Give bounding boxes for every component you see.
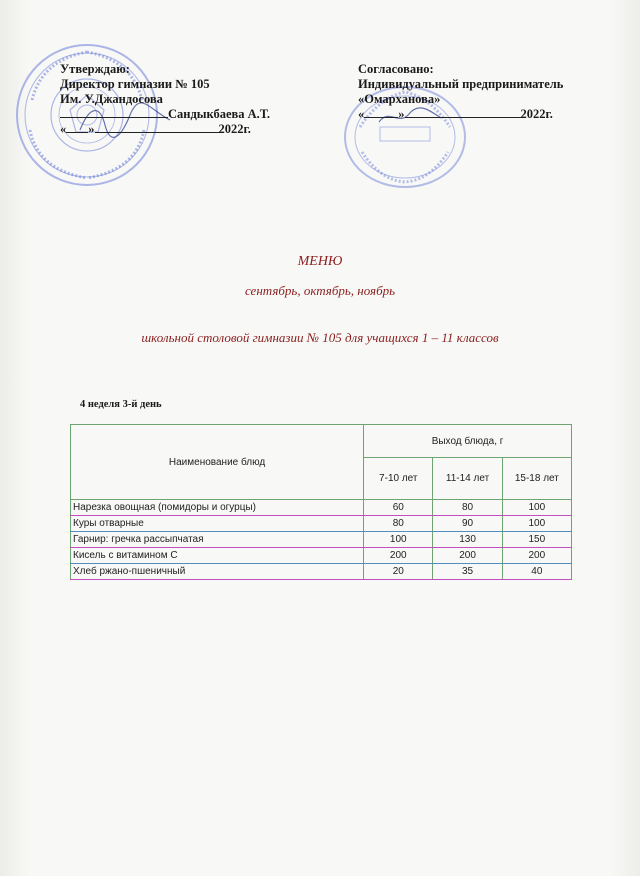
date-day-underline (364, 117, 398, 118)
table-row (71, 516, 572, 532)
portion-7-10: 80 (364, 516, 433, 532)
column-header-age-11-14: 11-14 лет (433, 458, 502, 500)
approval-date-open-quote: « (60, 122, 67, 136)
portion-15-18: 150 (502, 532, 571, 548)
agreement-date-open-quote: « (358, 107, 365, 121)
portion-11-14: 35 (433, 564, 502, 580)
date-month-underline (405, 117, 521, 118)
approval-position: Директор гимназии № 105 (60, 77, 210, 91)
portion-7-10: 100 (364, 532, 433, 548)
portion-11-14: 130 (433, 532, 502, 548)
portion-11-14: 200 (433, 548, 502, 564)
dish-name: Кисель с витамином С (71, 548, 364, 564)
dish-name: Куры отварные (71, 516, 364, 532)
portion-15-18: 40 (502, 564, 571, 580)
approval-gymnasium-name: Им. У.Джандосова (60, 92, 163, 106)
portion-11-14: 90 (433, 516, 502, 532)
approval-year: 2022г. (218, 122, 251, 136)
table-row (71, 532, 572, 548)
agreement-heading: Согласовано: (358, 62, 434, 76)
approval-heading: Утверждаю: (60, 62, 130, 76)
dish-name: Гарнир: гречка рассыпчатая (71, 532, 364, 548)
portion-15-18: 200 (502, 548, 571, 564)
agreement-position: Индивидуальный предприниматель (358, 77, 564, 91)
portion-7-10: 20 (364, 564, 433, 580)
approval-date-line (60, 122, 310, 137)
menu-months: сентябрь, октябрь, ноябрь (244, 283, 396, 298)
agreement-block (358, 62, 628, 122)
portion-7-10: 60 (364, 500, 433, 516)
table-row (71, 548, 572, 564)
table-row (71, 500, 572, 516)
menu-subtitle: школьной столовой гимназии № 105 для учащихся 1 – 11 классов (141, 330, 499, 345)
approval-date-close-quote: » (88, 122, 95, 136)
column-header-dish-name: Наименование блюд (71, 425, 364, 500)
agreement-date-close-quote: » (398, 107, 405, 121)
column-header-portion: Выход блюда, г (364, 425, 572, 458)
week-day-label: 4 неделя 3-й день (80, 399, 162, 410)
portion-7-10: 200 (364, 548, 433, 564)
column-header-age-15-18: 15-18 лет (502, 458, 571, 500)
agreement-org: «Омарханова» (358, 92, 441, 106)
approval-signer: Сандыкбаева А.Т. (168, 107, 270, 121)
menu-table (70, 424, 572, 580)
agreement-year: 2022г. (520, 107, 553, 121)
table-header-row (71, 425, 572, 458)
approval-signer-line (60, 107, 310, 122)
date-month-underline (95, 132, 219, 133)
table-row (71, 564, 572, 580)
dish-name: Хлеб ржано-пшеничный (71, 564, 364, 580)
menu-title: МЕНЮ (297, 254, 343, 269)
portion-11-14: 80 (433, 500, 502, 516)
approval-block (60, 62, 310, 137)
agreement-date-line (358, 107, 628, 122)
date-day-underline (66, 132, 88, 133)
signature-underline (60, 117, 168, 118)
dish-name: Нарезка овощная (помидоры и огурцы) (71, 500, 364, 516)
portion-15-18: 100 (502, 516, 571, 532)
column-header-age-7-10: 7-10 лет (364, 458, 433, 500)
portion-15-18: 100 (502, 500, 571, 516)
